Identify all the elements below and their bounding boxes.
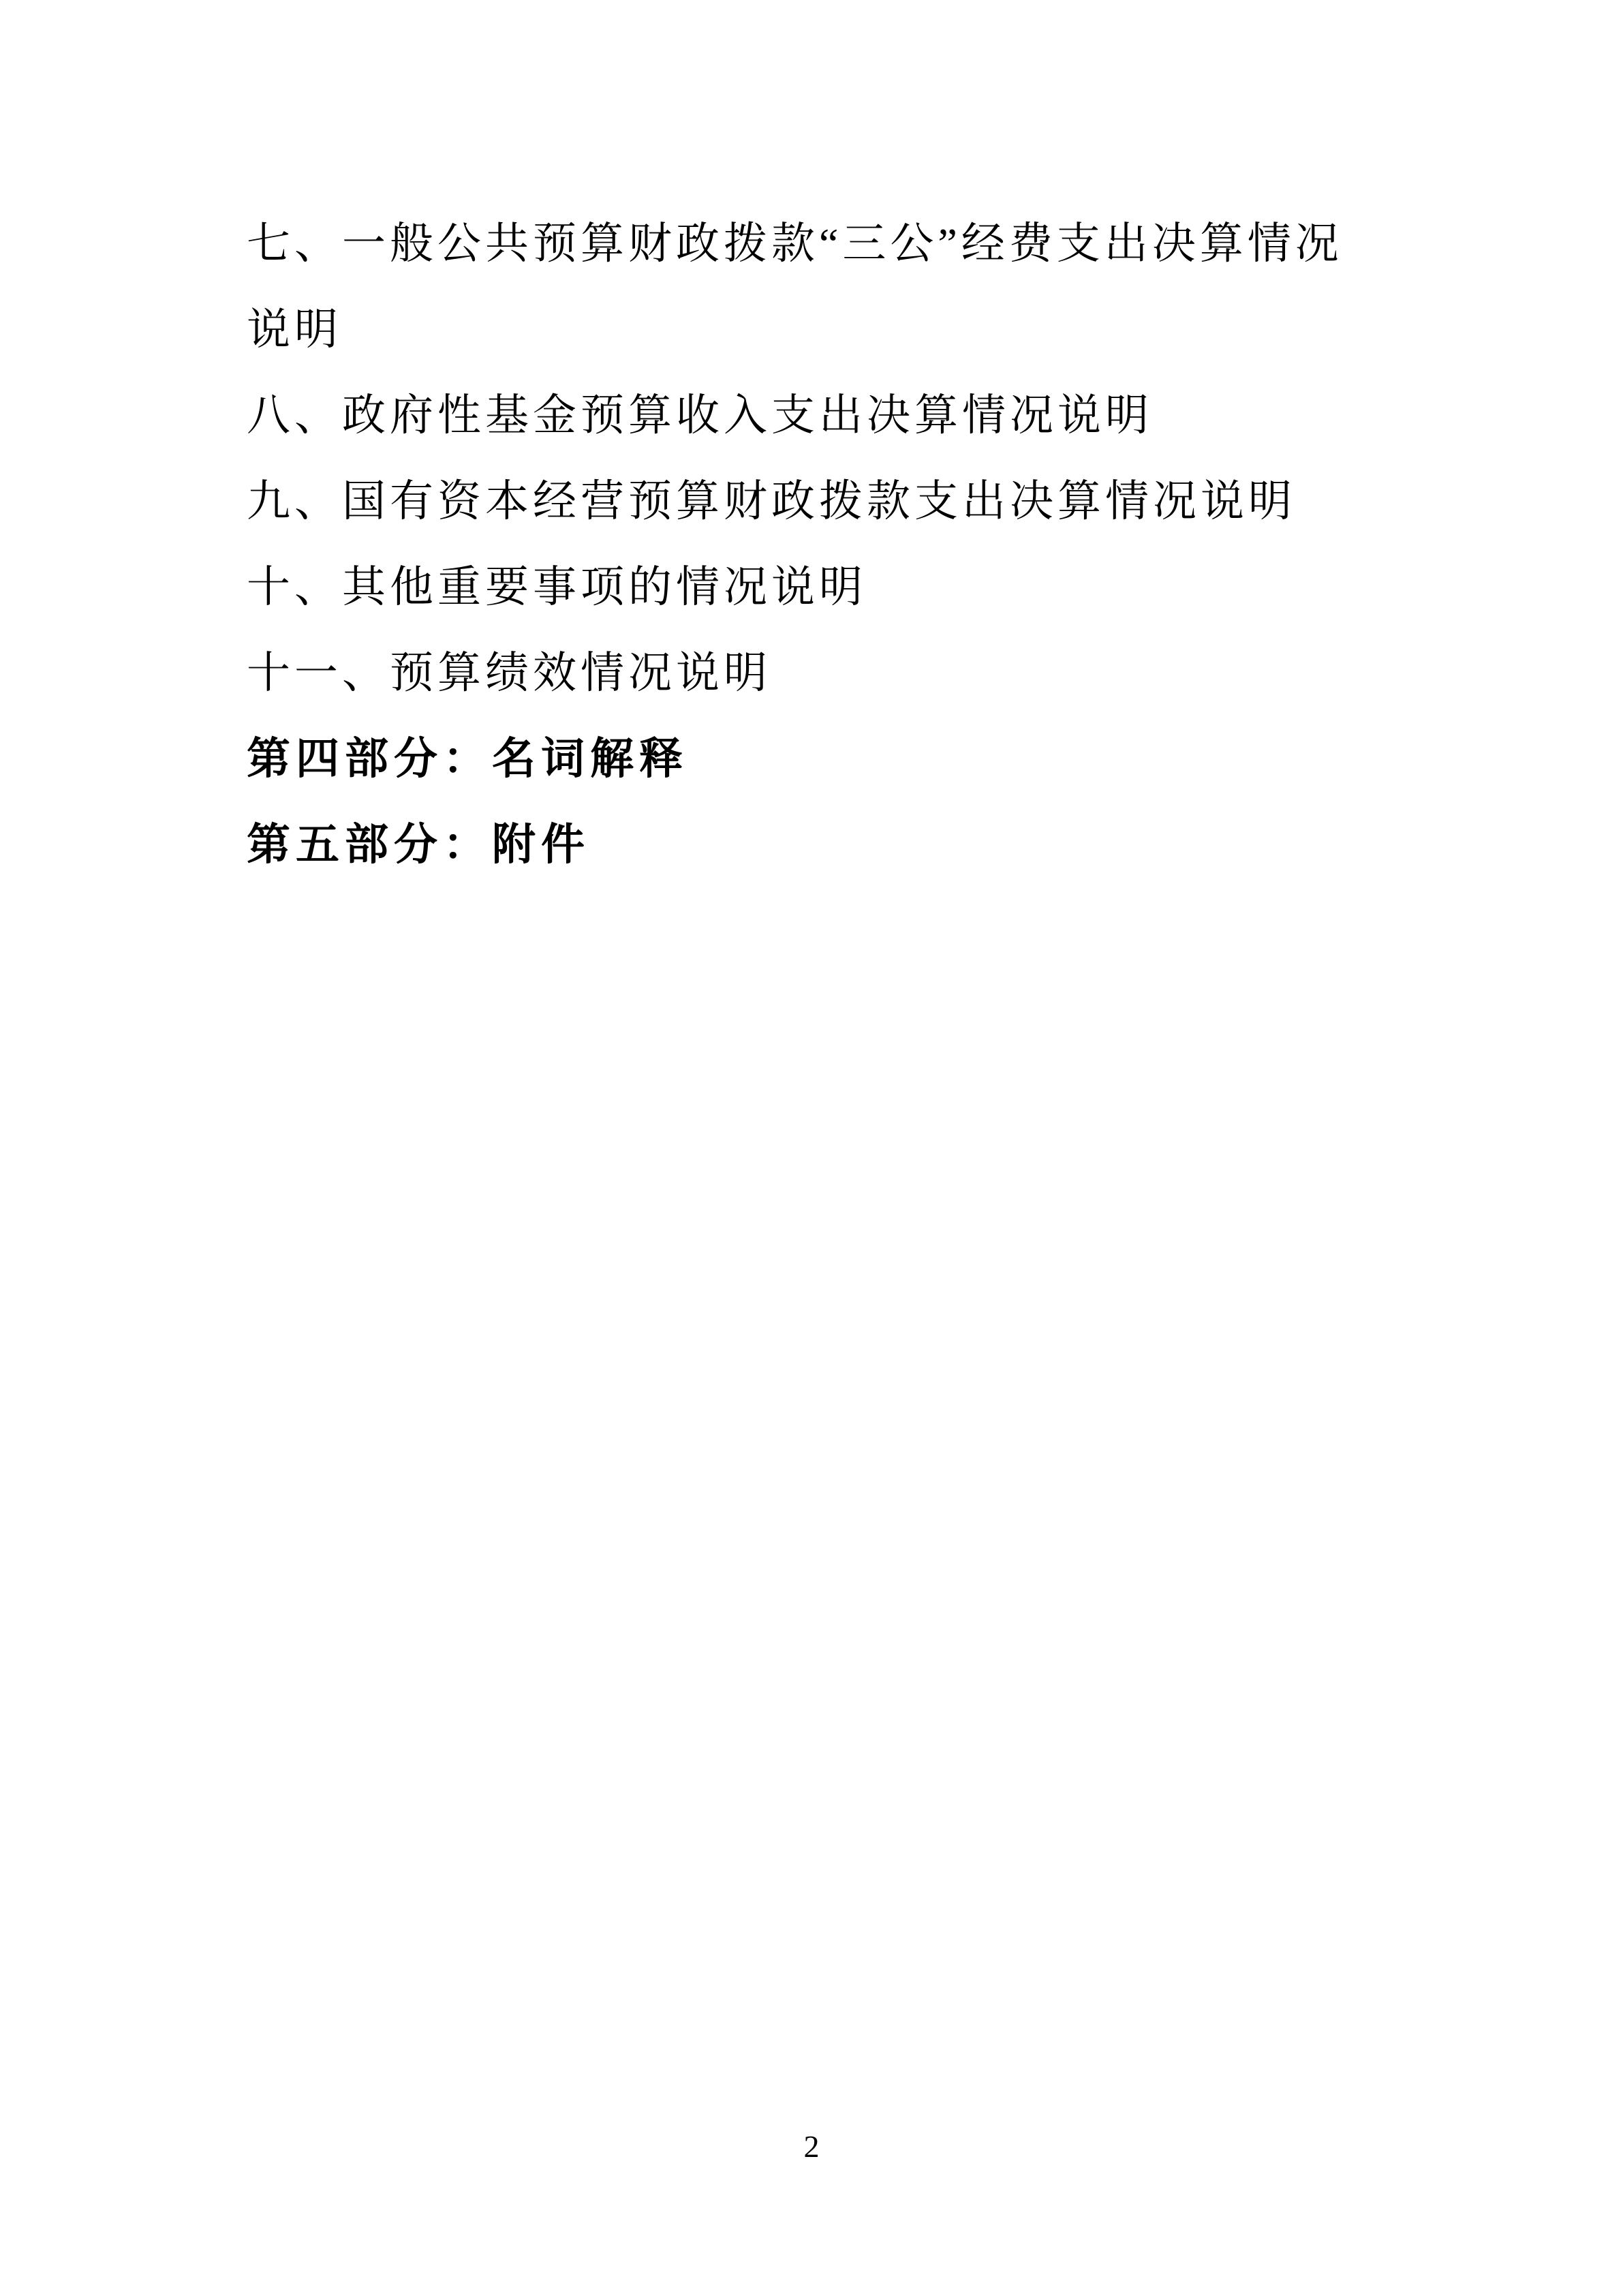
toc-part-five-heading: 第五部分：附件 [247, 820, 590, 869]
toc-item-eleven: 十一、预算绩效情况说明 [247, 649, 771, 697]
toc-item-nine: 九、国有资本经营预算财政拨款支出决算情况说明 [247, 477, 1296, 525]
toc-part-four-heading: 第四部分：名词解释 [247, 734, 688, 783]
toc-item-seven-line2: 说明 [247, 305, 342, 354]
table-of-contents [247, 197, 1387, 884]
page-number: 2 [803, 2128, 820, 2164]
toc-item-ten: 十、其他重要事项的情况说明 [247, 563, 867, 611]
toc-item-eight: 八、政府性基金预算收入支出决算情况说明 [247, 391, 1153, 440]
toc-item-seven-line1: 七、一般公共预算财政拨款“三公”经费支出决算情况 [247, 219, 1343, 268]
